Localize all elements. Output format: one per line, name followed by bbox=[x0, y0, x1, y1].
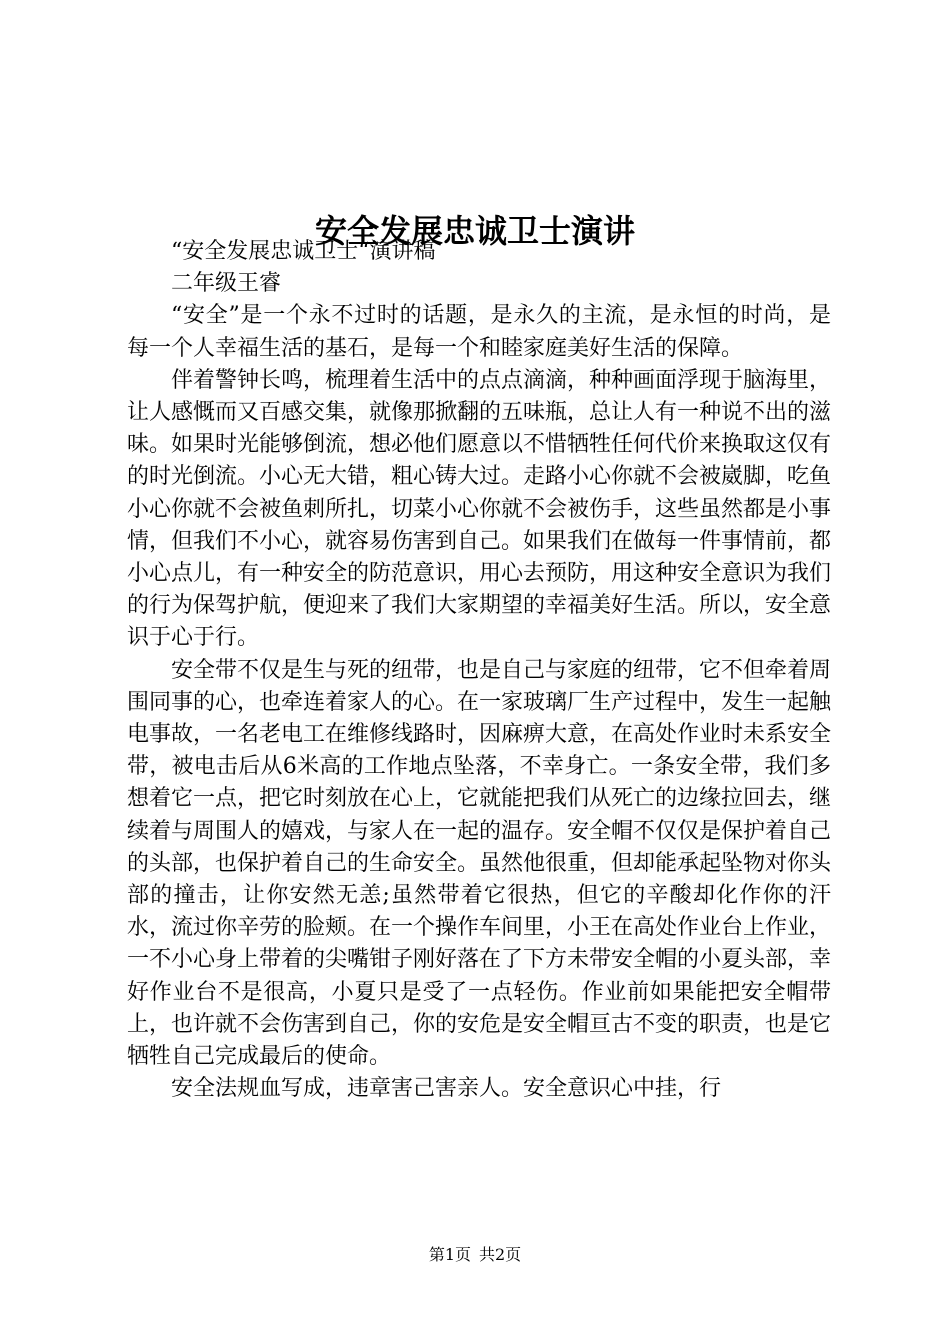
author-line: 二年级王睿 bbox=[171, 271, 282, 297]
document-title: 安全发展忠诚卫士演讲 bbox=[314, 212, 635, 251]
page-number: 第1页 bbox=[428, 1245, 471, 1264]
document-body bbox=[127, 236, 831, 1105]
paragraph-alarm: 伴着警钟长鸣，梳理着生活中的点点滴滴，种种画面浮现于脑海里，让人感慨而又百感交集，就像那掀翻的五味瓶，总让人有一种说不出的滋味。如果时光能够倒流，想必他们愿意以不惜牺牲任何代价来换取这仅有的时光倒流。小心无大错，粗心铸大过。走路小心你就不会被崴脚，吃鱼小心你就不会被鱼刺所扎，切菜小心你就不会被伤手，这些虽然都是小事情，但我们不小心，就容易伤害到自己。如果我们在做每一件事情前，都小心点儿，有一种安全的防范意识，用心去预防，用这种安全意识为我们的行为保驾护航，便迎来了我们大家期望的幸福美好生活。所以，安全意识于心于行。 bbox=[127, 367, 832, 651]
page-total: 共2页 bbox=[479, 1245, 522, 1264]
page-footer bbox=[0, 1243, 950, 1267]
paragraph-intro: “安全”是一个永不过时的话题，是永久的主流，是永恒的时尚，是每一个人幸福生活的基石，是每一个和睦家庭美好生活的保障。 bbox=[127, 303, 831, 361]
paragraph-safety-belt: 安全带不仅是生与死的纽带，也是自己与家庭的纽带，它不但牵着周围同事的心，也牵连着家人的心。在一家玻璃厂生产过程中，发生一起触电事故，一名老电工在维修线路时，因麻痹大意，在高处作业时未系安全带，被电击后从6米高的工作地点坠落，不幸身亡。一条安全带，我们多想着它一点，把它时刻放在心上，它就能把我们从死亡的边缘拉回去，继续着与周围人的嬉戏，与家人在一起的温存。安全帽不仅仅是保护着自己的头部，也保护着自己的生命安全。虽然他很重，但却能承起坠物对你头部的撞击，让你安然无恙;虽然带着它很热，但它的辛酸却化作你的汗水，流过你辛劳的脸颊。在一个操作车间里，小王在高处作业台上作业，一不小心身上带着的尖嘴钳子刚好落在了下方未带安全帽的小夏头部，幸好作业台不是很高，小夏只是受了一点轻伤。作业前如果能把安全帽带上，也许就不会伤害到自己，你的安危是安全帽亘古不变的职责，也是它牺牲自己完成最后的使命。 bbox=[127, 657, 832, 1070]
speech-heading: “安全发展忠诚卫士“演讲稿 bbox=[171, 239, 436, 264]
paragraph-regulations: 安全法规血写成，违章害己害亲人。安全意识心中挂，行 bbox=[171, 1076, 722, 1102]
